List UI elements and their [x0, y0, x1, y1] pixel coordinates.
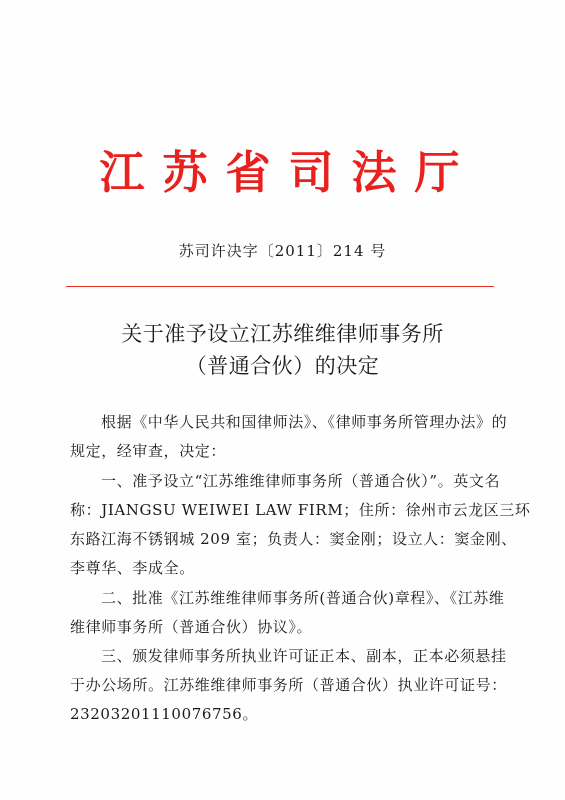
- paragraph-3-line-1: 二、批准《江苏维维律师事务所(普通合伙)章程》、《江苏维: [101, 589, 505, 607]
- paragraph-2-line-1: 一、准予设立“江苏维维律师事务所（普通合伙）”。英文名: [101, 472, 501, 490]
- paragraph-2-line-2: 称：JIANGSU WEIWEI LAW FIRM；住所：徐州市云龙区三环: [70, 501, 531, 519]
- paragraph-2-line-3: 东路江海不锈钢城 209 室；负责人：窦金刚；设立人：窦金刚、: [70, 530, 517, 548]
- paragraph-1-line-1: 根据《中华人民共和国律师法》、《律师事务所管理办法》的: [101, 413, 508, 431]
- paragraph-1-line-2: 规定，经审查，决定：: [70, 442, 227, 460]
- issuer-header: 江苏省司法厅: [99, 146, 478, 199]
- document-title-line-2: （普通合伙）的决定: [185, 354, 380, 378]
- paragraph-2-line-4: 李尊华、李成全。: [70, 559, 195, 577]
- paragraph-4-line-2: 于办公场所。江苏维维律师事务所（普通合伙）执业许可证号：: [70, 676, 507, 694]
- red-divider-line: [66, 286, 494, 287]
- paragraph-4-line-3: 23203201110076756。: [70, 705, 259, 723]
- document-title-line-1: 关于准予设立江苏维维律师事务所: [121, 322, 444, 346]
- document-number: 苏司许决字〔2011〕214 号: [178, 242, 387, 260]
- paragraph-3-line-2: 维律师事务所（普通合伙）协议》。: [70, 618, 313, 636]
- paragraph-4-line-1: 三、颁发律师事务所执业许可证正本、副本，正本必须悬挂: [101, 647, 507, 665]
